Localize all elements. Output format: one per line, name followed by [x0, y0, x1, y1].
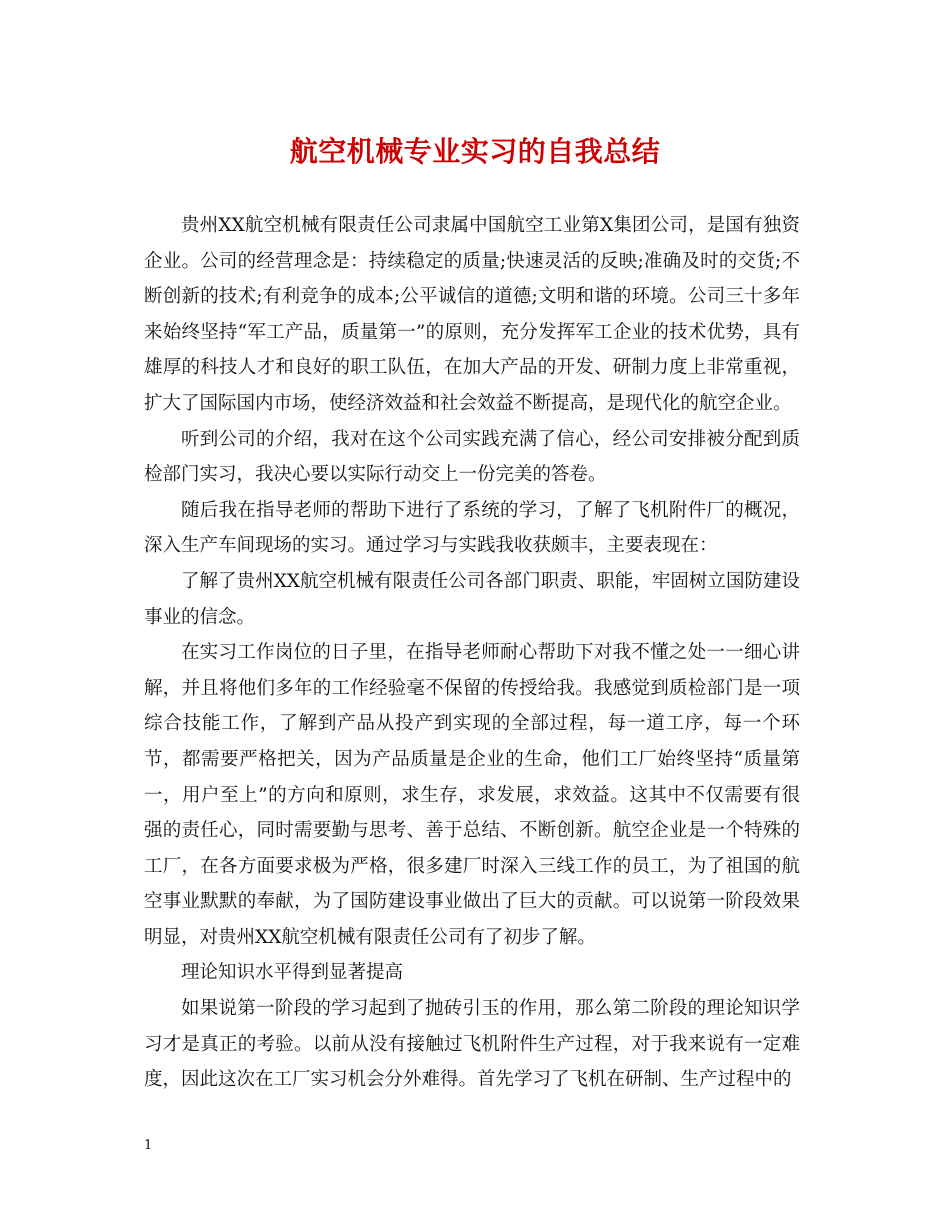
paragraph-work-experience: 在实习工作岗位的日子里，在指导老师耐心帮助下对我不懂之处一一细心讲解，并且将他们多年的工作经验毫不保留的传授给我。我感觉到质检部门是一项综合技能工作，了解到产品从投产到实现的全部过程，每一道工序，每一个环节，都需要严格把关，因为产品质量是企业的生命，他们工厂始终坚持“质量第一，用户至上”的方向和原则，求生存，求发展，求效益。这其中不仅需要有很强的责任心，同时需要勤与思考、善于总结、不断创新。航空企业是一个特殊的工厂，在各方面要求极为严格，很多建厂时深入三线工作的员工，为了祖国的航空事业默默的奉献，为了国防建设事业做出了巨大的贡献。可以说第一阶段效果明显，对贵州XX航空机械有限责任公司有了初步了解。 — [144, 642, 800, 948]
page-number: 1 — [144, 1138, 153, 1153]
paragraph-subheading: 理论知识水平得到显著提高 — [181, 962, 404, 984]
paragraph-theory: 如果说第一阶段的学习起到了抛砖引玉的作用，那么第二阶段的理论知识学习才是真正的考验。以前从没有接触过飞机附件生产过程，对于我来说有一定难度，因此这次在工厂实习机会分外难得。首先学习了飞机在研制、生产过程中的 — [144, 998, 800, 1091]
document-body — [144, 208, 800, 1098]
paragraph-learning: 随后我在指导老师的帮助下进行了系统的学习，了解了飞机附件厂的概况，深入生产车间现场的实习。通过学习与实践我收获颇丰，主要表现在： — [144, 499, 800, 557]
paragraph-company-intro: 贵州XX航空机械有限责任公司隶属中国航空工业第X集团公司，是国有独资企业。公司的经营理念是：持续稳定的质量;快速灵活的反映;准确及时的交货;不断创新的技术;有利竞争的成本;公平诚信的道德;文明和谐的环境。公司三十多年来始终坚持“军工产品，质量第一”的原则，充分发挥军工企业的技术优势，具有雄厚的科技人才和良好的职工队伍，在加大产品的开发、研制力度上非常重视，扩大了国际国内市场，使经济效益和社会效益不断提高，是现代化的航空企业。 — [144, 215, 800, 414]
document-title: 航空机械专业实习的自我总结 — [289, 135, 661, 168]
paragraph-assignment: 听到公司的介绍，我对在这个公司实践充满了信心，经公司安排被分配到质检部门实习，我决心要以实际行动交上一份完美的答卷。 — [144, 428, 800, 486]
paragraph-duties: 了解了贵州XX航空机械有限责任公司各部门职责、职能，牢固树立国防建设事业的信念。 — [144, 570, 800, 628]
